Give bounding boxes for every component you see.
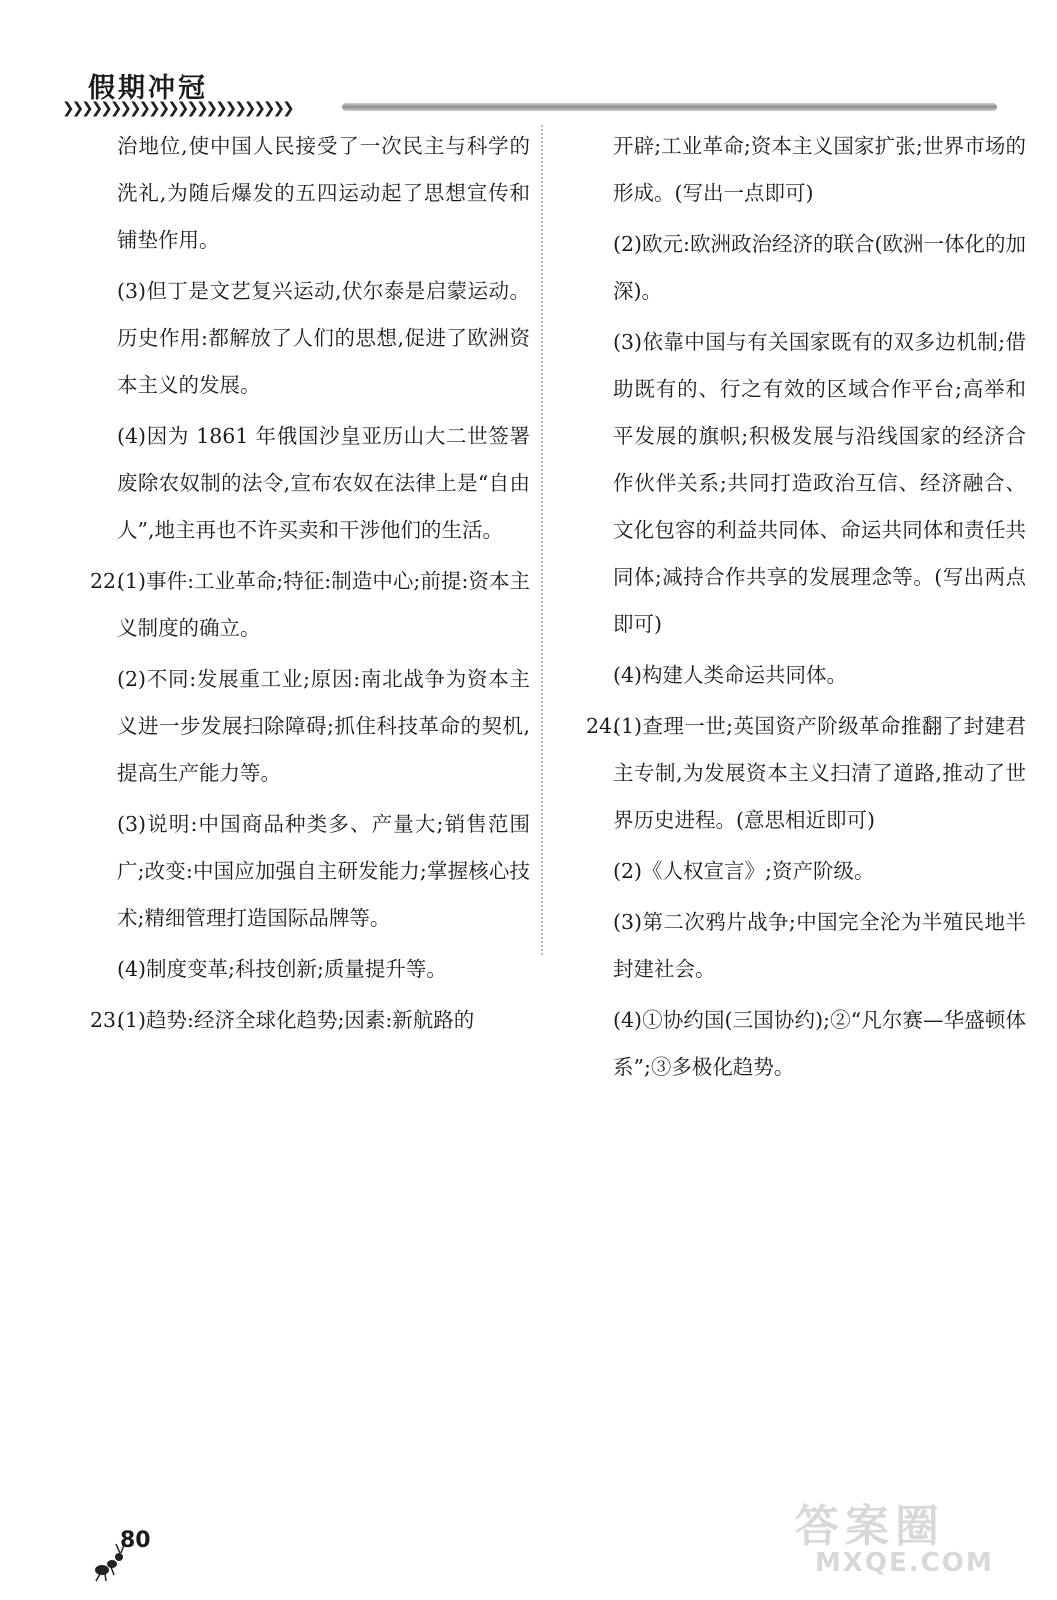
answer-text: (4)因为 1861 年俄国沙皇亚历山大二世签署废除农奴制的法令,宣布农奴在法律上是“自由人”,地主再也不许买卖和干涉他们的生活。 bbox=[117, 424, 530, 542]
answer-text: (2)欧元:欧洲政治经济的联合(欧洲一体化的加深)。 bbox=[613, 232, 1026, 303]
watermark-cn: 答案圈 bbox=[795, 1501, 945, 1552]
answer-text: (4)构建人类命运共同体。 bbox=[613, 663, 848, 687]
page-footer bbox=[90, 1528, 180, 1588]
answer-text: (1)事件:工业革命;特征:制造中心;前提:资本主义制度的确立。 bbox=[117, 569, 530, 640]
question-number: 24. bbox=[586, 714, 619, 738]
chevron-divider-icon: ❯❯❯❯❯❯❯❯❯❯❯❯❯❯❯❯❯❯❯❯❯❯❯❯ bbox=[62, 99, 292, 117]
answer-text: 开辟;工业革命;资本主义国家扩张;世界市场的形成。(写出一点即可) bbox=[613, 134, 1026, 205]
watermark bbox=[795, 1490, 1045, 1590]
answer-text: (1)趋势:经济全球化趋势;因素:新航路的 bbox=[117, 1008, 475, 1032]
answer-text: (2)不同:发展重工业;原因:南北战争为资本主义进一步发展扫除障碍;抓住科技革命的契机,提高生产能力等。 bbox=[117, 667, 530, 785]
left-column bbox=[90, 123, 530, 1048]
right-column bbox=[586, 123, 1026, 1095]
answer-text: (3)但丁是文艺复兴运动,伏尔泰是启蒙运动。历史作用:都解放了人们的思想,促进了欧洲资本主义的发展。 bbox=[117, 279, 530, 397]
answer-text: (3)第二次鸦片战争;中国完全沦为半殖民地半封建社会。 bbox=[613, 910, 1026, 981]
header-rule bbox=[342, 103, 997, 111]
answer-text: (4)制度变革;科技创新;质量提升等。 bbox=[117, 957, 447, 981]
question-number: 22. bbox=[90, 569, 123, 593]
question-item bbox=[586, 703, 1026, 844]
column-divider bbox=[541, 125, 543, 955]
watermark-en: MXQE.COM bbox=[815, 1548, 994, 1578]
page-number: 80 bbox=[120, 1528, 151, 1553]
page-header bbox=[62, 60, 997, 120]
answer-text: (3)说明:中国商品种类多、产量大;销售范围广;改变:中国应加强自主研发能力;掌握核心技术;精细管理打造国际品牌等。 bbox=[117, 812, 530, 930]
question-number: 23. bbox=[90, 1008, 123, 1032]
answer-text: (1)查理一世;英国资产阶级革命推翻了封建君主专制,为发展资本主义扫清了道路,推动了世界历史进程。(意思相近即可) bbox=[613, 714, 1026, 832]
answer-text: (4)①协约国(三国协约);②“凡尔赛—华盛顿体系”;③多极化趋势。 bbox=[613, 1008, 1026, 1079]
answer-text: (2)《人权宣言》;资产阶级。 bbox=[613, 859, 875, 883]
question-item bbox=[90, 997, 530, 1044]
question-item bbox=[90, 558, 530, 652]
answer-text: (3)依靠中国与有关国家既有的双多边机制;借助既有的、行之有效的区域合作平台;高举和平发展的旗帜;积极发展与沿线国家的经济合作伙伴关系;共同打造政治互信、经济融合、文化包容的利益共同体、命运共同体和责任共同体;减持合作共享的发展理念等。(写出两点即可) bbox=[613, 330, 1026, 636]
answer-text: 治地位,使中国人民接受了一次民主与科学的洗礼,为随后爆发的五四运动起了思想宣传和铺垫作用。 bbox=[117, 134, 530, 252]
series-title: 假期冲冠 bbox=[88, 73, 208, 104]
